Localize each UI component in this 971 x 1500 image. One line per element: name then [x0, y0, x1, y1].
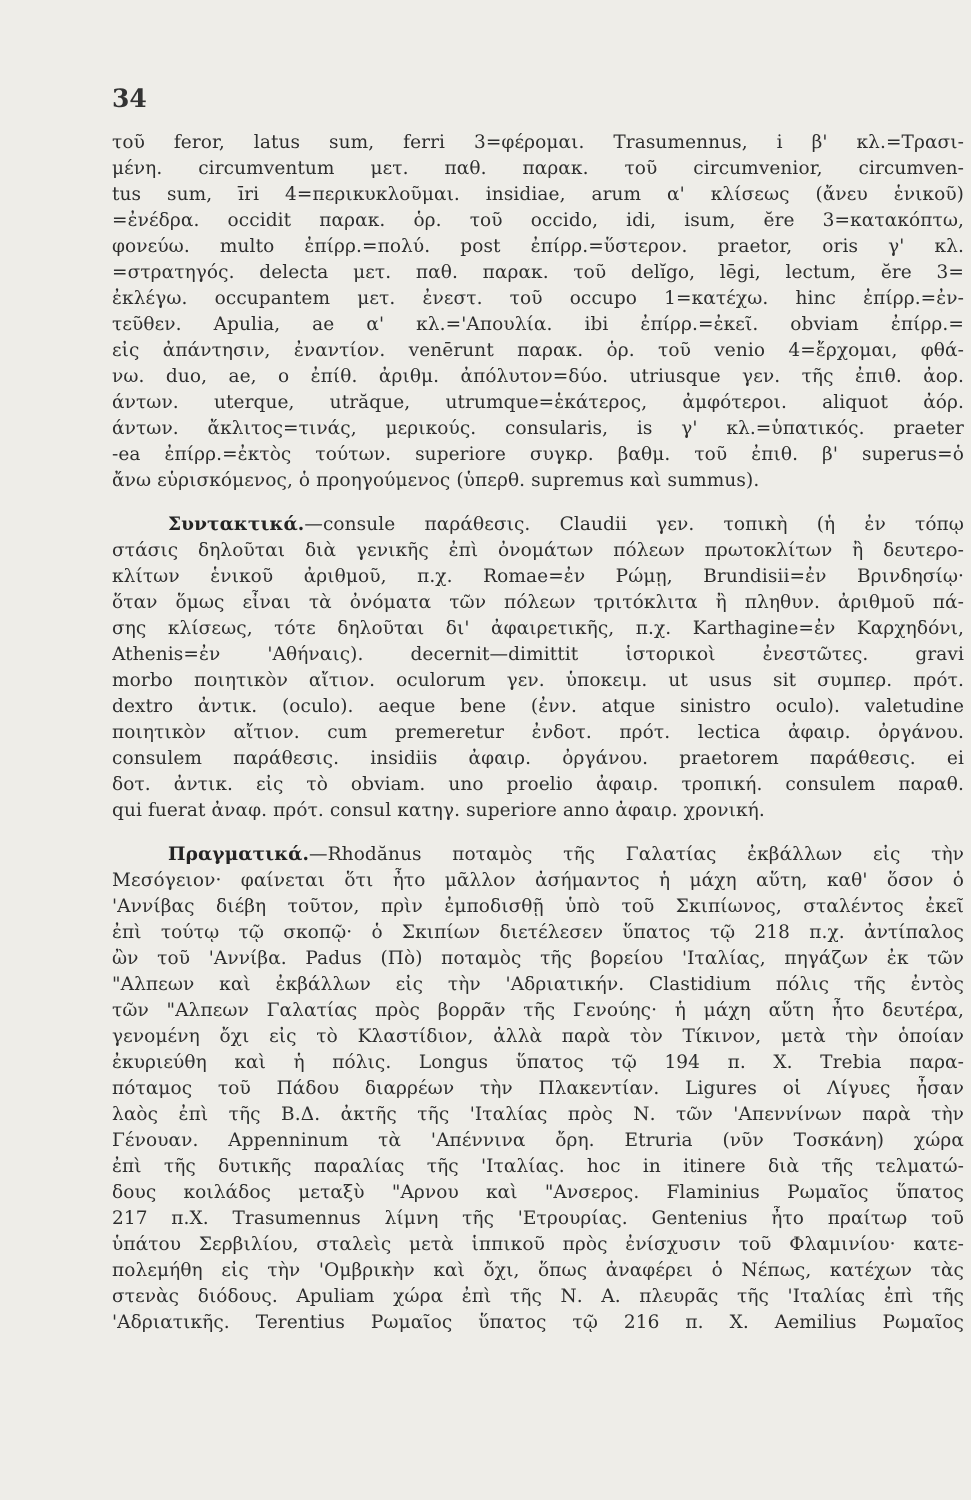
- text-line: άντων. ἄκλιτος=τινάς, μερικούς. consularis, is γ' κλ.=ὑπατικός. praeter: [112, 418, 964, 439]
- section-heading-pragmatika: Πραγματικά.: [168, 844, 310, 865]
- text-line: άντων. uterque, utrăque, utrumque=ἑκάτερος, ἀμφότεροι. aliquot ἀόρ.: [112, 392, 964, 413]
- text-line: Γένουαν. Appenninum τὰ 'Απέννινα ὄρη. Etruria (νῦν Τοσκάνη) χώρα: [112, 1130, 964, 1151]
- text-line: ὑπάτου Σερβιλίου, σταλεὶς μετὰ ἱππικοῦ πρὸς ἐνίσχυσιν τοῦ Φλαμινίου· κατε-: [112, 1234, 964, 1255]
- text-line: 'Αννίβας διέβη τοῦτον, πρὶν ἐμποδισθῇ ὑπὸ τοῦ Σκιπίωνος, σταλέντος ἐκεῖ: [112, 896, 964, 917]
- page-number: 34: [112, 84, 147, 113]
- text-line: κλίτων ἑνικοῦ ἀριθμοῦ, π.χ. Romae=ἐν Ρώμῃ, Brundisii=ἐν Βρινδησίῳ·: [112, 566, 964, 587]
- text-line: consulem παράθεσις. insidiis ἀφαιρ. ὀργάνου. praetorem παράθεσις. ei: [112, 748, 964, 769]
- text-line: δους κοιλάδος μεταξὺ "Αρνου καὶ "Ανσερος. Flaminius Ρωμαῖος ὕπατος: [112, 1182, 964, 1203]
- text-line: tus sum, īri 4=περικυκλοῦμαι. insidiae, arum α' κλίσεως (ἄνευ ἑνικοῦ): [112, 184, 964, 205]
- text-line: λαὸς ἐπὶ τῆς Β.Δ. ἀκτῆς τῆς 'Ιταλίας πρὸς Ν. τῶν 'Απεννίνων παρὰ τὴν: [112, 1104, 964, 1125]
- text-line: δοτ. ἀντικ. εἰς τὸ obviam. uno proelio ἀφαιρ. τροπική. consulem παραθ.: [112, 774, 964, 795]
- text-line: ἐκυριεύθη καὶ ἡ πόλις. Longus ὕπατος τῷ 194 π. Χ. Trebia παρα-: [112, 1052, 964, 1073]
- section-heading-line: [112, 512, 964, 538]
- text-line: τεῦθεν. Apulia, ae α' κλ.='Απουλία. ibi ἐπίρρ.=ἐκεῖ. obviam ἐπίρρ.=: [112, 314, 964, 335]
- text-line: —consule παράθεσις. Claudii γεν. τοπικὴ (ἡ ἐν τόπῳ: [304, 514, 964, 535]
- text-line: φονεύω. multo ἐπίρρ.=πολύ. post ἐπίρρ.=ὕστερον. praetor, oris γ' κλ.: [112, 236, 964, 257]
- body-text: [112, 130, 964, 1336]
- text-line: ἐκλέγω. occupantem μετ. ἐνεστ. τοῦ occupo 1=κατέχω. hinc ἐπίρρ.=ἐν-: [112, 288, 964, 309]
- text-line: στενὰς διόδους. Apuliam χώρα ἐπὶ τῆς Ν. Α. πλευρᾶς τῆς 'Ιταλίας ἐπὶ τῆς: [112, 1286, 964, 1307]
- text-line: Μεσόγειον· φαίνεται ὅτι ἦτο μᾶλλον ἀσήμαντος ἡ μάχη αὕτη, καθ' ὅσον ὁ: [112, 870, 964, 891]
- text-line: γενομένη ὄχι εἰς τὸ Κλαστίδιον, ἀλλὰ παρὰ τὸν Τίκινον, μετὰ τὴν ὁποίαν: [112, 1026, 964, 1047]
- text-line: στάσις δηλοῦται διὰ γενικῆς ἐπὶ ὀνομάτων πόλεων πρωτοκλίτων ἢ δευτερο-: [112, 540, 964, 561]
- text-line: qui fuerat ἀναφ. πρότ. consul κατηγ. superiore anno ἀφαιρ. χρονική.: [112, 800, 765, 821]
- text-line: πόταμος τοῦ Πάδου διαρρέων τὴν Πλακεντίαν. Ligures οἱ Λίγυες ἦσαν: [112, 1078, 964, 1099]
- text-line: ὅταν ὅμως εἶναι τὰ ὀνόματα τῶν πόλεων τριτόκλιτα ἢ πληθυν. ἀριθμοῦ πά-: [112, 592, 964, 613]
- text-line: ποιητικὸν αἴτιον. cum premeretur ἐνδοτ. πρότ. lectica ἀφαιρ. ὀργάνου.: [112, 722, 964, 743]
- text-line: dextro ἀντικ. (oculo). aeque bene (ἐνν. atque sinistro oculo). valetudine: [112, 696, 964, 717]
- text-line: 217 π.Χ. Trasumennus λίμνη τῆς 'Ετρουρίας. Gentenius ἦτο πραίτωρ τοῦ: [112, 1208, 964, 1229]
- text-line: 'Αδριατικῆς. Terentius Ρωμαῖος ὕπατος τῷ 216 π. Χ. Aemilius Ρωμαῖος: [112, 1312, 964, 1333]
- text-line: morbo ποιητικὸν αἴτιον. oculorum γεν. ὑποκειμ. ut usus sit συμπερ. πρότ.: [112, 670, 964, 691]
- text-line: Athenis=ἐν 'Αθήναις). decernit—dimittit ἱστορικοὶ ἐνεστῶτες. gravi: [112, 644, 964, 665]
- text-line: ἐπὶ τούτῳ τῷ σκοπῷ· ὁ Σκιπίων διετέλεσεν ὕπατος τῷ 218 π.χ. ἀντίπαλος: [112, 922, 964, 943]
- text-line: "Αλπεων καὶ ἐκβάλλων εἰς τὴν 'Αδριατικήν. Clastidium πόλις τῆς ἐντὸς: [112, 974, 964, 995]
- text-line: νω. duo, ae, o ἐπίθ. ἀριθμ. ἀπόλυτον=δύο. utriusque γεν. τῆς ἐπιθ. ἀορ.: [112, 366, 964, 387]
- text-line: σης κλίσεως, τότε δηλοῦται δι' ἀφαιρετικῆς, π.χ. Karthagine=ἐν Καρχηδόνι,: [112, 618, 964, 639]
- section-heading-line: [112, 842, 964, 868]
- text-line: ἄνω εὑρισκόμενος, ὁ προηγούμενος (ὑπερθ. supremus καὶ summus).: [112, 470, 760, 491]
- text-line: =στρατηγός. delecta μετ. παθ. παρακ. τοῦ delĭgo, lēgi, lectum, ĕre 3=: [112, 262, 964, 283]
- text-line: πολεμήθη εἰς τὴν 'Ομβρικὴν καὶ ὄχι, ὅπως ἀναφέρει ὁ Νέπως, κατέχων τὰς: [112, 1260, 964, 1281]
- text-line: εἰς ἀπάντησιν, ἐναντίον. venērunt παρακ. ὁρ. τοῦ venio 4=ἔρχομαι, φθά-: [112, 340, 964, 361]
- section-heading-syntaktika: Συντακτικά.: [168, 514, 305, 535]
- text-line: ἐπὶ τῆς δυτικῆς παραλίας τῆς 'Ιταλίας. hoc in itinere διὰ τῆς τελματώ-: [112, 1156, 964, 1177]
- text-line: =ἐνέδρα. occidit παρακ. ὁρ. τοῦ occido, idi, isum, ĕre 3=κατακόπτω,: [112, 210, 964, 231]
- text-line: μένη. circumventum μετ. παθ. παρακ. τοῦ circumvenior, circumven-: [112, 158, 964, 179]
- text-line: —Rhodănus ποταμὸς τῆς Γαλατίας ἐκβάλλων εἰς τὴν: [309, 844, 964, 865]
- text-line: τοῦ feror, latus sum, ferri 3=φέρομαι. Trasumennus, i β' κλ.=Τρασι-: [112, 132, 964, 153]
- text-line: τῶν "Αλπεων Γαλατίας πρὸς βορρᾶν τῆς Γενούης· ἡ μάχη αὕτη ἦτο δευτέρα,: [112, 1000, 964, 1021]
- text-line: -ea ἐπίρρ.=ἐκτὸς τούτων. superiore συγκρ. βαθμ. τοῦ ἐπιθ. β' superus=ὁ: [112, 444, 964, 465]
- text-line: ὢν τοῦ 'Αννίβα. Padus (Πὸ) ποταμὸς τῆς βορείου 'Ιταλίας, πηγάζων ἐκ τῶν: [112, 948, 964, 969]
